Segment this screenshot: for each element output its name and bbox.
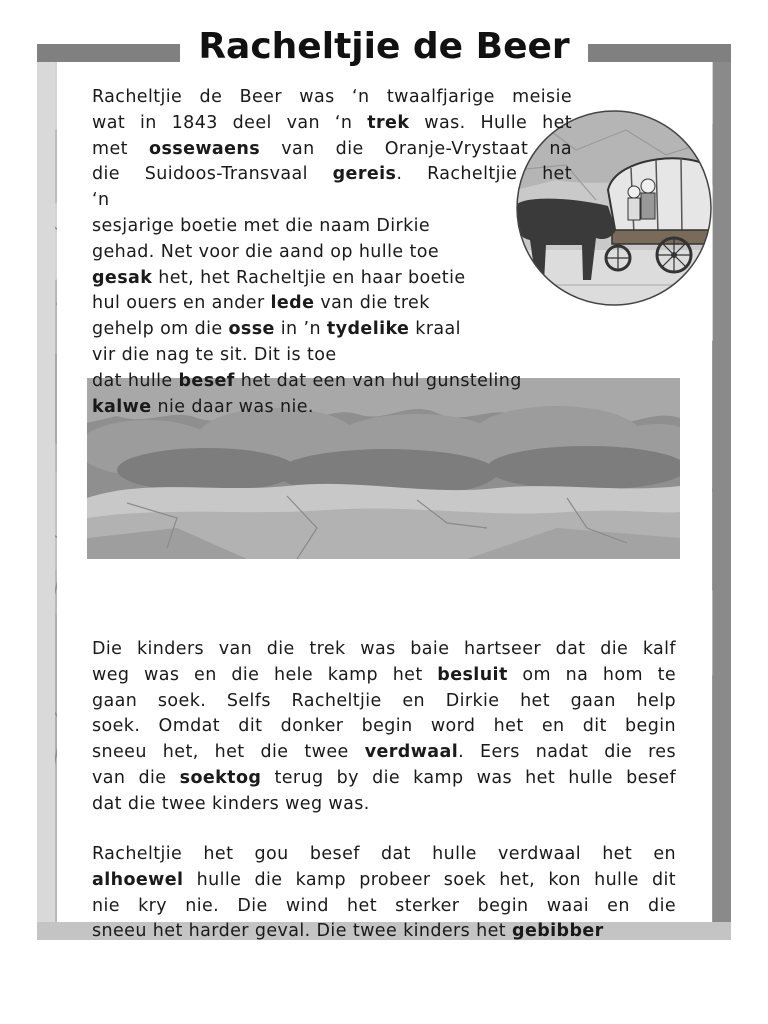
text-run: gehelp om die xyxy=(92,319,229,340)
bold-word: gebibber xyxy=(512,921,604,942)
text-run: Die kinders van die trek was baie hartseer dat die kalf xyxy=(92,639,676,659)
text-run: het, het Racheltjie en haar boetie xyxy=(152,267,466,288)
text-run: dat hulle xyxy=(92,370,179,391)
bold-word: tydelike xyxy=(326,319,410,340)
text-line xyxy=(92,369,572,395)
text-run: sesjarige boetie met die naam Dirkie xyxy=(92,215,431,236)
text-line xyxy=(92,137,572,163)
paragraph-lost xyxy=(92,842,676,945)
text-run: soek. Omdat dit donker begin word het en dit begin xyxy=(92,716,676,737)
bold-word: besluit xyxy=(437,664,508,685)
page-title: Racheltjie de Beer xyxy=(198,26,570,67)
bold-word: verdwaal xyxy=(364,742,459,763)
bold-word: osse xyxy=(228,319,275,340)
text-run: sneeu het harder geval. Die twee kinders het xyxy=(92,921,513,942)
bold-word: lede xyxy=(270,293,315,314)
text-run: terug by die kamp was het hulle besef xyxy=(261,767,676,788)
text-run: van die trek xyxy=(314,293,430,314)
text-run: sneeu het, het die twee xyxy=(92,742,365,763)
text-line xyxy=(92,689,676,715)
bold-word: alhoewel xyxy=(92,869,184,890)
bold-word: gesak xyxy=(92,267,153,288)
text-run: van die Oranje-Vrystaat na xyxy=(260,138,573,159)
text-line xyxy=(92,740,676,766)
text-line xyxy=(92,395,572,421)
text-run: van die xyxy=(92,767,180,788)
border-right-band xyxy=(713,44,731,940)
text-run: kraal xyxy=(409,319,461,340)
text-line xyxy=(92,792,676,818)
text-run: dat die twee kinders weg was. xyxy=(92,793,370,814)
text-line xyxy=(92,111,572,137)
text-line xyxy=(92,868,676,894)
text-line xyxy=(92,291,572,317)
text-run: . Eers nadat die res xyxy=(458,742,676,763)
bold-word: gereis xyxy=(332,164,397,185)
text-run: wat in 1843 deel van ‘n xyxy=(92,112,368,133)
text-line xyxy=(92,766,676,792)
text-line xyxy=(92,894,676,920)
bold-word: kalwe xyxy=(92,396,152,417)
text-line xyxy=(92,162,572,188)
text-run: . Racheltjie het xyxy=(396,164,572,185)
paragraph-intro xyxy=(92,85,572,420)
text-line xyxy=(92,714,676,740)
text-run: met xyxy=(92,138,150,159)
text-run: die Suidoos-Transvaal xyxy=(92,164,333,185)
text-run: Racheltjie het gou besef dat hulle verdwaal het en xyxy=(92,844,676,864)
text-run: vir die nag te sit. Dit is toe xyxy=(92,344,337,365)
text-run: gaan soek. Selfs Racheltjie en Dirkie het gaan help xyxy=(92,690,676,711)
text-line xyxy=(92,266,572,292)
text-run: Racheltjie de Beer was ‘n twaalfjarige meisie xyxy=(92,87,572,107)
text-line xyxy=(92,188,572,214)
text-run: was. Hulle het xyxy=(409,112,572,133)
text-line xyxy=(92,85,572,111)
text-run: om na hom te xyxy=(507,664,677,685)
text-line xyxy=(92,919,676,945)
text-line xyxy=(92,343,572,369)
text-run: gehad. Net voor die aand op hulle toe xyxy=(92,241,439,262)
paragraph-search xyxy=(92,637,676,818)
text-run: hulle die kamp probeer soek het, kon hulle dit xyxy=(183,869,676,890)
bold-word: trek xyxy=(367,112,410,133)
text-run: het dat een van hul gunsteling xyxy=(234,370,522,391)
text-run: weg was en die hele kamp het xyxy=(92,664,438,685)
border-left-band xyxy=(37,44,55,940)
text-line xyxy=(92,317,572,343)
text-run: in ’n xyxy=(274,319,327,340)
text-run: nie kry nie. Die wind het sterker begin waai en die xyxy=(92,895,676,916)
text-line xyxy=(92,240,572,266)
text-line xyxy=(92,637,676,663)
bold-word: ossewaens xyxy=(149,138,261,159)
bold-word: besef xyxy=(178,370,235,391)
text-run: nie daar was nie. xyxy=(151,396,314,417)
bold-word: soektog xyxy=(179,767,262,788)
text-line xyxy=(92,214,572,240)
text-line xyxy=(92,663,676,689)
text-run: ‘n xyxy=(92,190,110,211)
text-line xyxy=(92,842,676,868)
text-run: hul ouers en ander xyxy=(92,293,271,314)
